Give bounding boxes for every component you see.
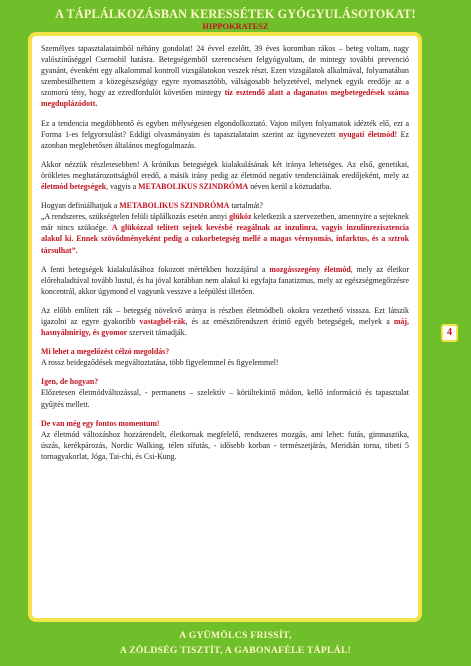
paragraph-3-text-e: néven kerül a köztudatba. (248, 182, 332, 192)
paragraph-2-text-a: Ez a tendencia megdöbbentő és egyben mélységesen elgondolkoztató. Vajon milyen folyamatok idézték elő, ezt a Forma 1-es felgyorsulást? Eddigi olvasmányaim és tapasztalataim szerint az ügynevezett (41, 118, 409, 139)
paragraph-1-text: Személyes tapasztalataimból néhány gondolat! 24 évvel ezelőtt, 39 éves koromban rákos – beteg voltam, nagy valószínűséggel Csernobil hatásra. Betegségemből szerencsésen felgyógyultam, de mintegy további prevenció gyanánt, évenként egy alkalommal kontroll vizsgálatokon veszek részt. Ezen vizsgálatok alkalmával, folyamatában szembesülhettem a közegészségügy egyre nyomasztóbb, válságosabb helyzetével, melynek egyik eredője az a szomorú tény, hogy az ezredfordulót követően mintegy (41, 44, 409, 98)
paragraph-6-text-a: Az előbb említett rák – betegség növekvő aránya is részben életmódbeli okokra vezethető visssza. Ezt látszik igazolni az egyre gyakoribb (41, 305, 409, 326)
paragraph-5-text-a: A fenti betegségek kialakulásához fokozott mértékben hozzájárul a (41, 264, 270, 274)
question-heading-3: De van még egy fontos momentum! (41, 418, 160, 428)
paragraph-9 (41, 418, 409, 462)
paragraph-6-text-e: szerveit támadják. (127, 328, 187, 338)
paragraph-9-text: Az életmód változáshoz hozzárendelt, életkornak megfelelő, rendszeres mozgás, ami lehet: futás, gimnasztika, úszás, kerékpározás, Nordic Walking, télen sífutás, - idősebb korban - természetjárás, Meridián torna, tibeti 5 tornagyakorlat, Jóga, Tai-chi, és Csi-Kung. (41, 429, 409, 461)
paragraph-1-highlight: tíz esztendő alatt a daganatos megbetegedések száma megduplázódott. (41, 88, 409, 109)
paragraph-4-highlight-g: A glükózzal telített sejtek kevésbé reagálnak az inzulinra, vagyis inzulinrezisztencia alakul ki. Ennek szövődményeként pedig a cukorbetegség mellé a magas vérnyomás, infarktus, és a sztrok társulhat”. (41, 223, 409, 255)
paragraph-5-text-c: , mely az életkor előrehaladtával tovább lustul, és ha jóval korábban nem alakul ki egyfajta fanatizmus, mely az egészségmegőrzésre koncentrál, akkor úgymond el vagyunk vesszve a leépülést illetően. (41, 264, 409, 296)
paragraph-6-highlight-b: vastagbél-rák (139, 316, 186, 326)
paragraph-4-highlight-e: glükóz (229, 212, 252, 222)
paragraph-4 (41, 200, 409, 255)
paragraph-5 (41, 264, 409, 297)
article-box (28, 32, 422, 622)
paragraph-4-highlight-b: METABOLIKUS SZINDRÓMA (119, 201, 230, 211)
paragraph-3 (41, 159, 409, 192)
paragraph-4-text-f: keletkezik a szervezetben, amennyire a sejteknek már nincs szüksége. (41, 212, 409, 233)
paragraph-6-text-c: , és az emésztőrendszert érintő egyéb betegségek, melyek a (185, 316, 394, 326)
paragraph-3-highlight-d: METABOLIKUS SZINDRÓMA (138, 182, 249, 192)
page-number: 4 (441, 324, 458, 342)
paragraph-5-highlight: mozgásszegény életmód (269, 264, 351, 274)
paragraph-6 (41, 305, 409, 338)
question-heading-1: Mi lehet a megelőzést célzó megoldás? (41, 347, 170, 357)
paragraph-8-text: Előzetesen életmódváltozással, - permanens – szelektív – körültekintő módon, kellő információ és tapasztalat gyűjtés mellett. (41, 388, 409, 409)
paragraph-3-text-a: Akkor nézzük részletesebben! A krónikus betegségek kialakulásának két iránya lehetséges. Az első, genetikai, örökletes meghatározottságból eredő, a másik irány pedig az életmód negatív tendenciáinak eredőjeként, mely az (41, 159, 409, 180)
paragraph-3-text-c: , vagyis a (106, 182, 139, 192)
paragraph-1 (41, 43, 409, 110)
page-subtitle: HIPPOKRATESZ (202, 22, 269, 31)
paragraph-2 (41, 118, 409, 151)
paragraph-2-text-c: Ez azonban meglehetősen általános megfogalmazás. (41, 129, 410, 150)
question-heading-2: Igen, de hogyan? (41, 377, 99, 387)
paragraph-4-text-d: „A rendszeres, szükségtelen felüli táplálkozás esetén annyi (41, 212, 230, 222)
page-title: A TÁPLÁLKOZÁSBAN KERESSÉTEK GYÓGYULÁSOTOKAT! (55, 7, 416, 21)
footer-line-2: A ZÖLDSÉG TISZTÍT, A GABONAFÉLE TÁPLÁL! (119, 645, 352, 656)
paragraph-7-text: A rossz beidegződések megváltoztatása, több figyelemmel és figyelemmel! (41, 358, 279, 368)
paragraph-3-highlight-b: életmód betegségek (41, 182, 107, 192)
paragraph-8 (41, 376, 409, 409)
paragraph-4-text-c: tartalmát? (229, 201, 263, 211)
paragraph-6-highlight-d: máj, hasnyálmirigy, és gyomor (41, 316, 409, 338)
paragraph-2-highlight: nyugati életmód! (338, 129, 398, 139)
paragraph-4-text-a: Hogyan definiálhatjuk a (41, 201, 120, 211)
paragraph-7 (41, 346, 409, 368)
footer-line-1: A GYÜMÖLCS FRISSÍT, (179, 630, 292, 641)
